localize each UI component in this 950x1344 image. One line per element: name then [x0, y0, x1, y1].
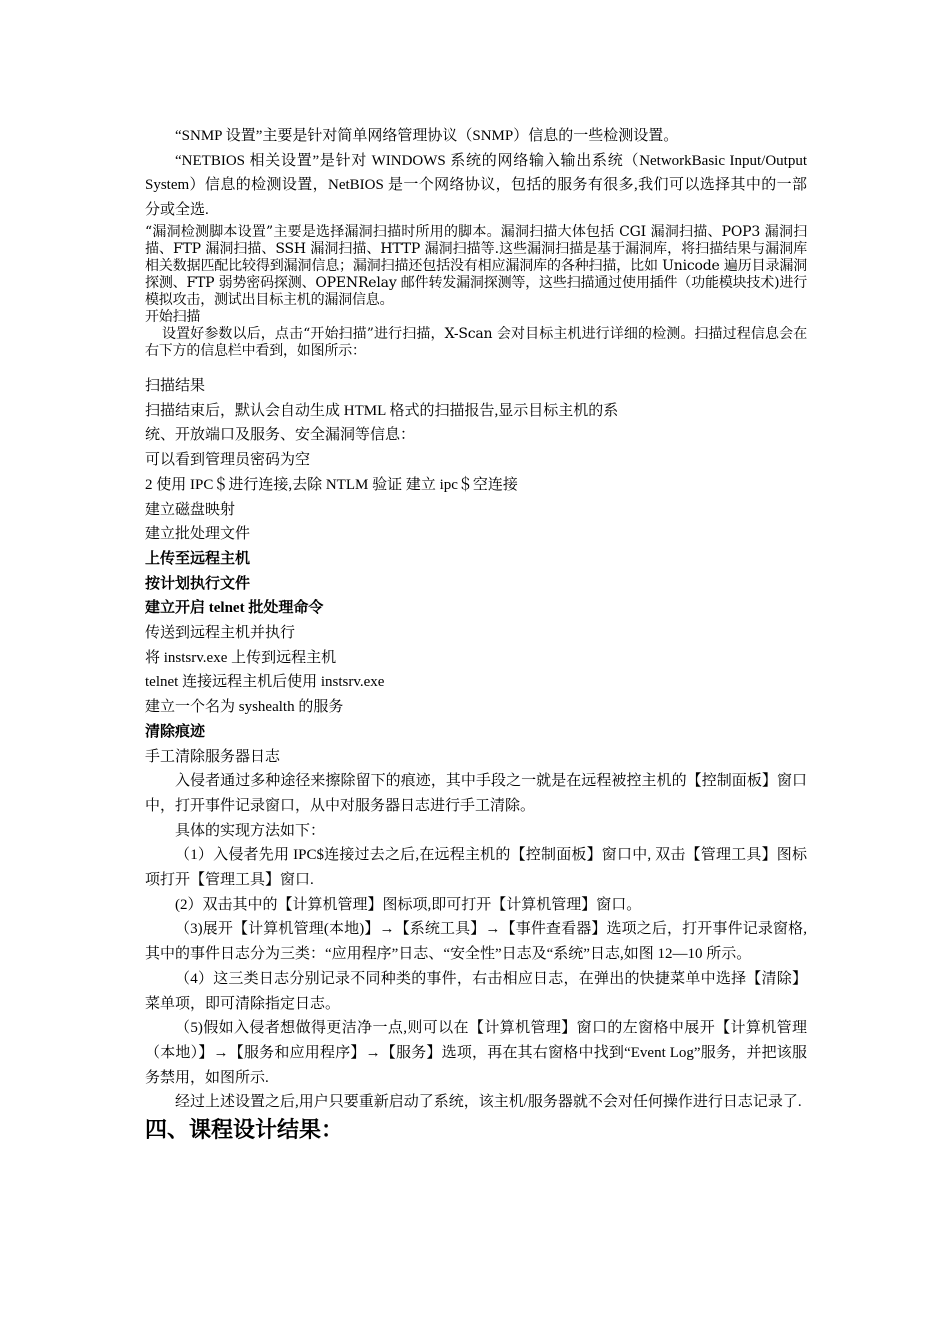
paragraph-ipc-connect: 2 使用 IPC＄进行连接,去除 NTLM 验证 建立 ipc＄空连接	[145, 476, 518, 493]
paragraph-disk-map: 建立磁盘映射	[145, 501, 236, 518]
body-text-upper	[145, 124, 807, 223]
paragraph-step-4: （4）这三类日志分别记录不同种类的事件，右击相应日志，在弹出的快捷菜单中选择【清除】菜单项，即可清除指定日志。	[145, 970, 807, 1012]
paragraph-step-3: （3)展开【计算机管理(本地)】→【系统工具】→【事件查看器】选项之后，打开事件记录窗格,其中的事件日志分为三类：“应用程序”日志、“安全性”日志及“系统”日志,如图 12—10 所示。	[145, 921, 807, 963]
heading-schedule-run: 按计划执行文件	[145, 575, 251, 592]
paragraph-step-1: （1）入侵者先用 IPC$连接过去之后,在远程主机的【控制面板】窗口中, 双击【管理工具】图标项打开【管理工具】窗口.	[145, 847, 807, 889]
body-text-script	[145, 224, 807, 360]
heading-upload-remote: 上传至远程主机	[145, 550, 251, 567]
paragraph-intruder: 入侵者通过多种途径来擦除留下的痕迹，其中手段之一就是在远程被控主机的【控制面板】窗口中，打开事件记录窗口，从中对服务器日志进行手工清除。	[145, 773, 807, 814]
section-heading-results: 四、课程设计结果：	[145, 1117, 344, 1143]
paragraph-method: 具体的实现方法如下：	[175, 822, 326, 839]
paragraph-batch-file: 建立批处理文件	[145, 526, 251, 543]
heading-start-scan: 开始扫描	[145, 309, 201, 325]
heading-scan-result: 扫描结果	[145, 378, 206, 394]
paragraph-scan-result-2: 统、开放端口及服务、安全漏洞等信息：	[145, 427, 416, 444]
paragraph-vuln-script: “漏洞检测脚本设置”主要是选择漏洞扫描时所用的脚本。漏洞扫描大体包括 CGI 漏洞扫描、POP3 漏洞扫描、FTP 漏洞扫描、SSH 漏洞扫描、HTTP 漏洞扫描等.这些漏洞扫描是基于漏洞库，将扫描结果与漏洞库相关数据匹配比较得到漏洞信息；漏洞扫描还包括没有相应漏洞库的各种扫描，比如 Unicode 遍历目录漏洞探测、FTP 弱势密码探测、OPENRelay 邮件转发漏洞探测等，这些扫描通过使用插件（功能模块技术)进行模拟攻击，测试出目标主机的漏洞信息。	[145, 224, 807, 308]
paragraph-scan-result-1: 扫描结束后，默认会自动生成 HTML 格式的扫描报告,显示目标主机的系	[145, 402, 619, 419]
paragraph-start-scan: 设置好参数以后，点击“开始扫描”进行扫描，X-Scan 会对目标主机进行详细的检测。扫描过程信息会在右下方的信息栏中看到，如图所示：	[145, 326, 807, 359]
paragraph-admin-password: 可以看到管理员密码为空	[145, 452, 311, 469]
paragraph-manual-clear: 手工清除服务器日志	[145, 748, 281, 765]
paragraph-snmp: “SNMP 设置”主要是针对简单网络管理协议（SNMP）信息的一些检测设置。	[175, 128, 679, 144]
heading-clear-traces: 清除痕迹	[145, 723, 206, 740]
paragraph-conclusion: 经过上述设置之后,用户只要重新启动了系统，该主机/服务器就不会对任何操作进行日志记录了.	[175, 1094, 802, 1111]
paragraph-netbios: “NETBIOS 相关设置”是针对 WINDOWS 系统的网络输入输出系统（NetworkBasic Input/Output System）信息的检测设置，NetBIOS 是一个网络协议，包括的服务有很多,我们可以选择其中的一部分或全选.	[145, 152, 807, 219]
body-text-lower	[145, 374, 807, 1145]
paragraph-upload-instsrv: 将 instsrv.exe 上传到远程主机	[145, 649, 337, 666]
paragraph-step-2: (2）双击其中的【计算机管理】图标项,即可打开【计算机管理】窗口。	[175, 896, 642, 913]
paragraph-step-5: （5)假如入侵者想做得更洁净一点,则可以在【计算机管理】窗口的左窗格中展开【计算机管理（本地）】→【服务和应用程序】→【服务】选项，再在其右窗格中找到“Event Log”服务，并把该服务禁用，如图所示.	[145, 1020, 807, 1086]
paragraph-telnet-instsrv: telnet 连接远程主机后使用 instsrv.exe	[145, 674, 385, 691]
paragraph-send-execute: 传送到远程主机并执行	[145, 625, 296, 642]
heading-telnet-batch: 建立开启 telnet 批处理命令	[145, 600, 324, 617]
paragraph-syshealth: 建立一个名为 syshealth 的服务	[145, 699, 344, 716]
